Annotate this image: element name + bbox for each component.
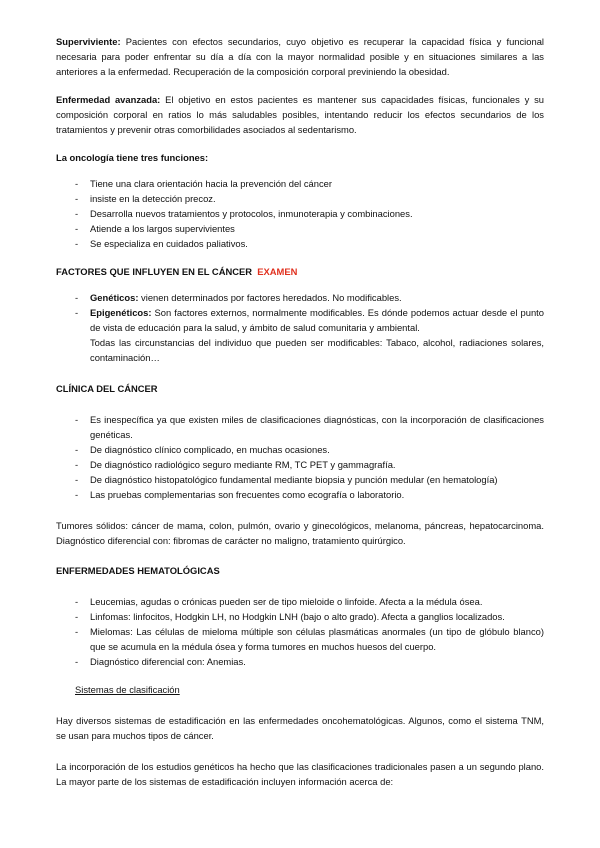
list-item: - De diagnóstico radiológico seguro mediante RM, TC PET y gammagrafía.	[56, 457, 544, 472]
subheading-sistemas-text: Sistemas de clasificación	[75, 684, 180, 695]
list-hematologicas	[56, 594, 544, 669]
text-enfermedad-avanzada: El objetivo en estos pacientes es mantener sus capacidades físicas, funcionales y su composición corporal en ratios lo más saludables posibles, intentando reducir los efectos secundarios de los tratamientos y prevenir otras comorbilidades asociados al sedentarismo.	[56, 94, 544, 135]
list-item: - Se especializa en cuidados paliativos.	[56, 236, 544, 251]
term-superviviente: Superviviente:	[56, 36, 121, 47]
list-clinica	[56, 412, 544, 502]
heading-factores	[56, 264, 544, 279]
list-item: - insiste en la detección precoz.	[56, 191, 544, 206]
factores-note: Todas las circunstancias del individuo que pueden ser modificables: Tabaco, alcohol, radiaciones solares, contaminación…	[90, 337, 544, 363]
list-item: - Tiene una clara orientación hacia la prevención del cáncer	[56, 176, 544, 191]
paragraph-tumores: Tumores sólidos: cáncer de mama, colon, pulmón, ovario y ginecológicos, melanoma, páncreas, hepatocarcinoma. Diagnóstico diferencial con: fibromas de carácter no maligno, tratamiento quirúrgico.	[56, 520, 544, 546]
list-item: - De diagnóstico histopatológico fundamental mediante biopsia y punción medular (en hematología)	[56, 472, 544, 487]
paragraph-sistemas-2: La incorporación de los estudios genéticos ha hecho que las clasificaciones tradicionales pasen a un segundo plano. La mayor parte de los sistemas de estadificación incluyen información acerca de:	[56, 761, 544, 787]
subheading-sistemas	[56, 682, 544, 697]
list-item	[56, 305, 544, 335]
text-superviviente: Pacientes con efectos secundarios, cuyo objetivo es recuperar la capacidad física y funcional necesaria para poder enfrentar su día a día con la mayor normalidad posible y en situaciones similares a las anteriores a la enfermedad. Recuperación de la composición corporal previniendo la obesidad.	[56, 36, 544, 77]
list-item: - De diagnóstico clínico complicado, en muchas ocasiones.	[56, 442, 544, 457]
list-funciones	[56, 176, 544, 251]
heading-funciones: La oncología tiene tres funciones:	[56, 152, 209, 163]
paragraph-superviviente	[56, 34, 544, 79]
heading-hematologicas: ENFERMEDADES HEMATOLÓGICAS	[56, 565, 220, 576]
exam-tag: EXAMEN	[257, 266, 298, 277]
heading-clinica: CLÍNICA DEL CÁNCER	[56, 383, 158, 394]
list-item: - Las pruebas complementarias son frecuentes como ecografía o laboratorio.	[56, 487, 544, 502]
heading-factores-text: FACTORES QUE INFLUYEN EN EL CÁNCER	[56, 266, 253, 277]
list-item: - Diagnóstico diferencial con: Anemias.	[56, 654, 544, 669]
list-item: - Desarrolla nuevos tratamientos y protocolos, inmunoterapia y combinaciones.	[56, 206, 544, 221]
term-epigeneticos: Epigenéticos:	[90, 307, 152, 318]
list-item: - Es inespecífica ya que existen miles de clasificaciones diagnósticas, con la incorporación de clasificaciones genéticas.	[56, 412, 544, 442]
text-epigeneticos: Son factores externos, normalmente modificables. Es dónde podemos actuar desde el punto de vista de educación para la salud, y ámbito de salud comunitaria y ambiental.	[90, 307, 544, 333]
list-item: - Linfomas: linfocitos, Hodgkin LH, no Hodgkin LNH (bajo o alto grado). Afecta a ganglios localizados.	[56, 609, 544, 624]
list-item: - Atiende a los largos supervivientes	[56, 221, 544, 236]
list-factores	[56, 290, 544, 335]
paragraph-sistemas-1: Hay diversos sistemas de estadificación en las enfermedades oncohematológicas. Algunos, como el sistema TNM, se usan para muchos tipos de cáncer.	[56, 715, 544, 741]
text-geneticos: vienen determinados por factores heredados. No modificables.	[138, 292, 402, 303]
list-item: - Mielomas: Las células de mieloma múltiple son células plasmáticas anormales (un tipo de glóbulo blanco) que se acumula en la médula ósea y forma tumores en muchos huesos del cuerpo.	[56, 624, 544, 654]
list-item	[56, 290, 544, 305]
term-enfermedad-avanzada: Enfermedad avanzada:	[56, 94, 161, 105]
list-item: - Leucemias, agudas o crónicas pueden ser de tipo mieloide o linfoide. Afecta a la médula ósea.	[56, 594, 544, 609]
paragraph-enfermedad-avanzada	[56, 92, 544, 137]
term-geneticos: Genéticos:	[90, 292, 139, 303]
